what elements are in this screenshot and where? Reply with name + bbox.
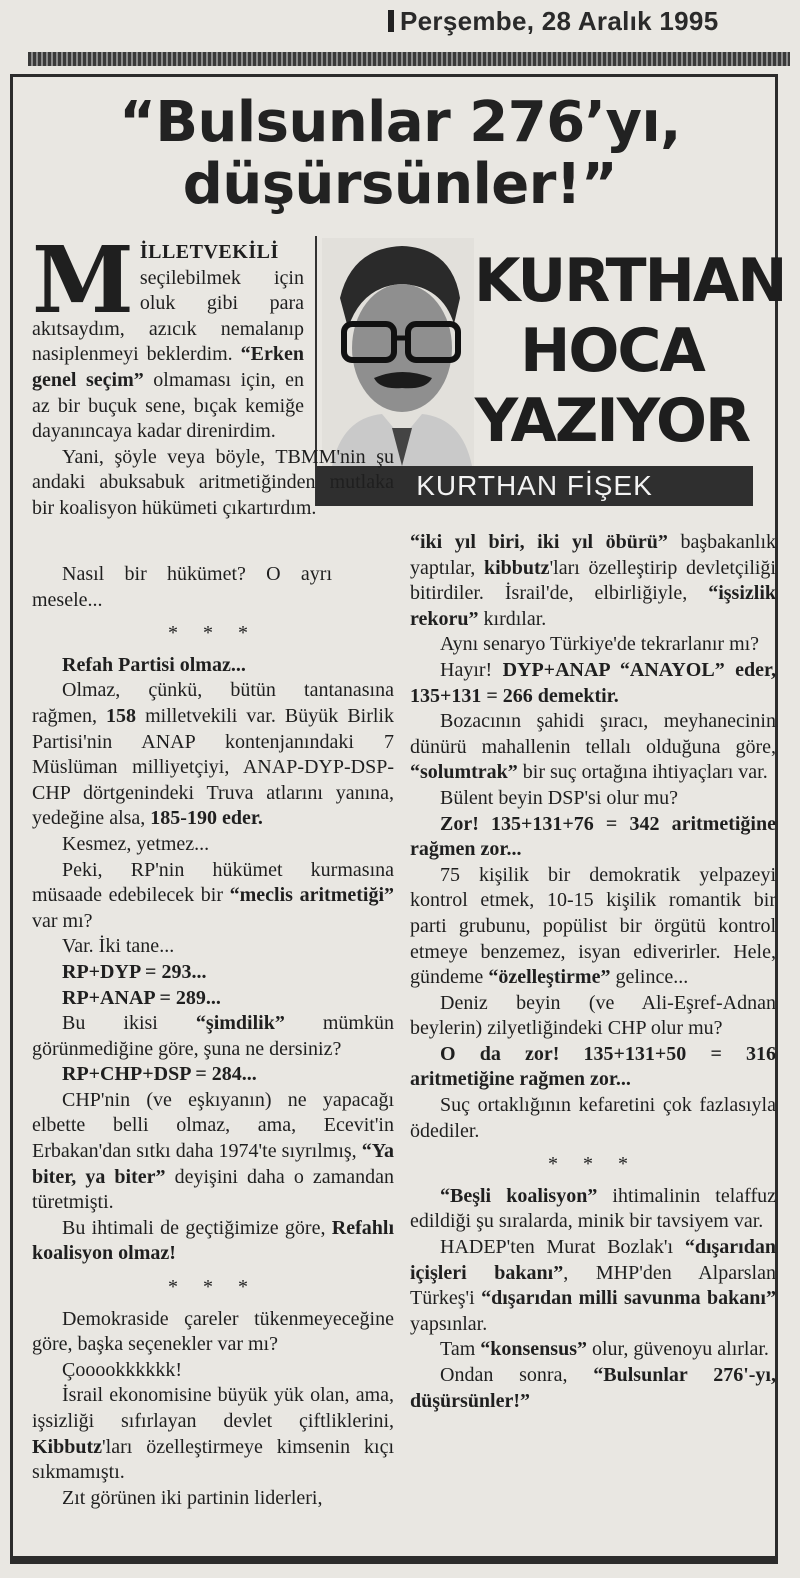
r12-a: HADEP'ten Murat Bozlak'ı <box>440 1236 685 1259</box>
r-paragraph-10: Suç ortaklığının kefaretini çok fazlasıyla ödediler. <box>410 1094 776 1142</box>
left-column-top <box>32 226 394 522</box>
equation-2: RP+ANAP = 289... <box>62 986 221 1009</box>
lead-caps: İLLETVEKİLİ <box>139 241 279 263</box>
p10-a: Bu ihtimali de geçtiğimize göre, <box>62 1216 332 1239</box>
r12-e: yapsınlar. <box>410 1312 488 1335</box>
p10-b: Refahlı koalisyon olmaz! <box>32 1216 394 1265</box>
lead-text: seçilebilmek için oluk gibi para akıtsaydım, azıcık nemalanıp nasiplenmeyi beklerdim. <box>32 266 304 366</box>
bottom-rule <box>10 1556 778 1562</box>
headline-line-2: düşürsünler!” <box>182 152 618 217</box>
r-paragraph-1 <box>410 530 776 632</box>
r7-b: “özelleştirme” <box>488 966 611 989</box>
r1-a: “iki yıl biri, iki yıl öbürü” <box>410 531 668 553</box>
r13-c: olur, güvenoyu alırlar. <box>586 1338 769 1361</box>
r3-a: Hayır! <box>440 658 503 681</box>
column-title-word-2: HOCA <box>520 316 704 386</box>
paragraph-4 <box>32 678 394 832</box>
paragraph-6 <box>32 858 394 935</box>
r4-c: bir suç ortağına ihtiyaçları var. <box>517 761 768 784</box>
p13-a: İsrail ekonomisine büyük yük olan, ama, işsizliği sıfırlayan devlet çiftliklerini, <box>32 1384 394 1432</box>
r-paragraph-6: Zor! 135+131+76 = 342 aritmetiğine rağmen zor... <box>410 812 776 861</box>
headline-line-1: “Bulsunlar 276’yı, <box>119 90 681 155</box>
r-paragraph-5: Bülent beyin DSP'si olur mu? <box>440 786 679 809</box>
column-title-word-1: KURTHAN <box>474 246 786 316</box>
p4-a: Olmaz, çünkü, bütün tantanasına rağmen, <box>32 679 394 727</box>
r-paragraph-9: O da zor! 135+131+50 = 316 aritmetiğine rağmen zor... <box>410 1042 776 1091</box>
p13-c: 'ları özelleştirmeye kimsenin kıçı sıkmamıştı. <box>32 1435 394 1484</box>
r11-b: ihtimalinin telaffuz edildiği şu sıralarda, minik bir tavsiyem var. <box>410 1184 776 1233</box>
p8-a: Bu ikisi <box>62 1012 196 1035</box>
top-rule <box>28 52 790 66</box>
r12-c: , MHP'den Alparslan Türkeş'i <box>410 1261 776 1310</box>
p8-c: mümkün görünmediğine göre, şuna ne dersiniz? <box>32 1012 394 1060</box>
r14-b: “Bulsunlar 276'-yı, düşürsünler!” <box>410 1364 776 1412</box>
paragraph-5: Kesmez, yetmez... <box>62 832 210 855</box>
r-paragraph-4 <box>410 709 776 786</box>
dateline-text: Perşembe, 28 Aralık 1995 <box>400 6 719 36</box>
r-paragraph-13 <box>410 1337 776 1363</box>
paragraph-11: Demokraside çareler tükenmeyeceğine göre, başka seçenekler var mı? <box>32 1307 394 1356</box>
headline <box>100 92 700 222</box>
r12-b: “dışarıdan içişleri bakanı” <box>410 1236 776 1284</box>
section-stars-3: * * * <box>548 1153 638 1176</box>
p4-b: 158 <box>106 704 137 727</box>
paragraph-7: Var. İki tane... <box>62 935 175 958</box>
p4-d: 185-190 eder. <box>150 807 263 830</box>
p4-c: milletvekili var. Büyük Birlik Partisi'nin ANAP kontenjanındaki 7 Müslüman milliyetçiyi, ANAP-DYP-DSP-CHP dörtgenindeki Truva atlarını yanına, yedeğine alsa, <box>32 704 394 830</box>
p6-c: var mı? <box>32 909 93 932</box>
subhead-refah: Refah Partisi olmaz... <box>62 653 246 676</box>
right-column <box>410 530 776 1414</box>
column-title <box>474 246 786 466</box>
r1-d: 'ları özelleştirip devletçiliği bitirdiler. İsrail'de, elbirliğiyle, <box>410 556 776 605</box>
r12-d: “dışarıdan milli savunma bakanı” <box>481 1287 776 1310</box>
dateline <box>388 6 768 42</box>
left-column-bottom <box>32 562 394 1511</box>
column-title-word-3: YAZIYOR <box>474 386 750 456</box>
r7-c: gelince... <box>610 966 689 989</box>
r-paragraph-14 <box>410 1363 776 1414</box>
r1-f: kırdılar. <box>478 607 547 630</box>
p6-b: “meclis aritmetiği” <box>229 884 395 907</box>
section-stars-2: * * * <box>168 1276 258 1299</box>
p8-b: “şimdilik” <box>195 1012 285 1035</box>
p13-b: Kibbutz <box>32 1435 103 1458</box>
r-paragraph-8: Deniz beyin (ve Ali-Eşref-Adnan beylerin) zilyetliğindeki CHP olur mu? <box>410 991 776 1040</box>
r1-b: başbakanlık yaptılar, <box>410 531 777 579</box>
paragraph-9 <box>32 1088 394 1216</box>
author-namebar: KURTHAN FİŞEK <box>316 466 753 506</box>
r13-b: “konsensus” <box>480 1338 587 1361</box>
equation-3: RP+CHP+DSP = 284... <box>62 1063 257 1086</box>
r1-e: “işsizlik rekoru” <box>410 582 776 630</box>
lead-tail: olmaması için, en az bir buçuk sene, bıçak kemiğe dayanıncaya kadar direnirdim. <box>32 368 304 443</box>
paragraph-lead <box>32 226 304 445</box>
p9-b: “Ya biter, ya biter” <box>32 1140 394 1188</box>
r11-a: “Beşli koalisyon” <box>440 1184 598 1207</box>
r7-a: 75 kişilik bir demokratik yelpazeyi kontrol etmek, 10-15 kişilik romantik bir parti grubunu, popülist bir örgütü kontrol etmeye benzemez, isyan ediverirler. Hele, gündeme <box>410 863 776 989</box>
paragraph-8 <box>32 1011 394 1062</box>
dateline-mark <box>388 10 394 32</box>
r-paragraph-7 <box>410 863 776 991</box>
paragraph-14: Zıt görünen iki partinin liderleri, <box>62 1486 323 1509</box>
paragraph-13 <box>32 1383 394 1485</box>
r3-b: DYP+ANAP “ANAYOL” eder, 135+131 = 266 demektir. <box>410 658 776 707</box>
r-paragraph-11 <box>410 1184 776 1235</box>
r-paragraph-2: Aynı senaryo Türkiye'de tekrarlanır mı? <box>440 633 760 656</box>
paragraph-2: Yani, şöyle veya böyle, TBMM'nin şu andaki abuksabuk aritmetiğinden mutlaka bir koalisyon hükümeti çıkartırdım. <box>32 445 394 519</box>
r-paragraph-3 <box>410 658 776 709</box>
p6-a: Peki, RP'nin hükümet kurmasına müsaade edebilecek bir <box>32 858 394 907</box>
lead-bold: “Erken genel seçim” <box>32 343 304 391</box>
p9-c: deyişini daha o zamandan türetmişti. <box>32 1165 394 1214</box>
section-stars-1: * * * <box>168 622 258 645</box>
r14-a: Ondan sonra, <box>440 1364 594 1386</box>
r13-a: Tam <box>440 1338 481 1361</box>
paragraph-3: Nasıl bir hükümet? O ayrı mesele... <box>32 563 332 611</box>
dropcap: M <box>32 226 134 334</box>
paragraph-12: Çooookkkkkk! <box>62 1358 182 1381</box>
r4-a: Bozacının şahidi şıracı, meyhanecinin dünürü mahallenin tellalı olduğuna göre, <box>410 710 776 758</box>
equation-1: RP+DYP = 293... <box>62 960 207 983</box>
r-paragraph-12 <box>410 1235 776 1337</box>
r1-c: kibbutz <box>483 556 550 579</box>
r4-b: “solumtrak” <box>410 761 518 784</box>
author-portrait <box>322 238 474 466</box>
paragraph-10 <box>32 1216 394 1267</box>
p9-a: CHP'nin (ve eşkıyanın) ne yapacağı elbette belli olmaz, ama, Ecevit'in Erbakan'dan sıtkı daha 1974'te sıyrılmış, <box>32 1088 394 1163</box>
